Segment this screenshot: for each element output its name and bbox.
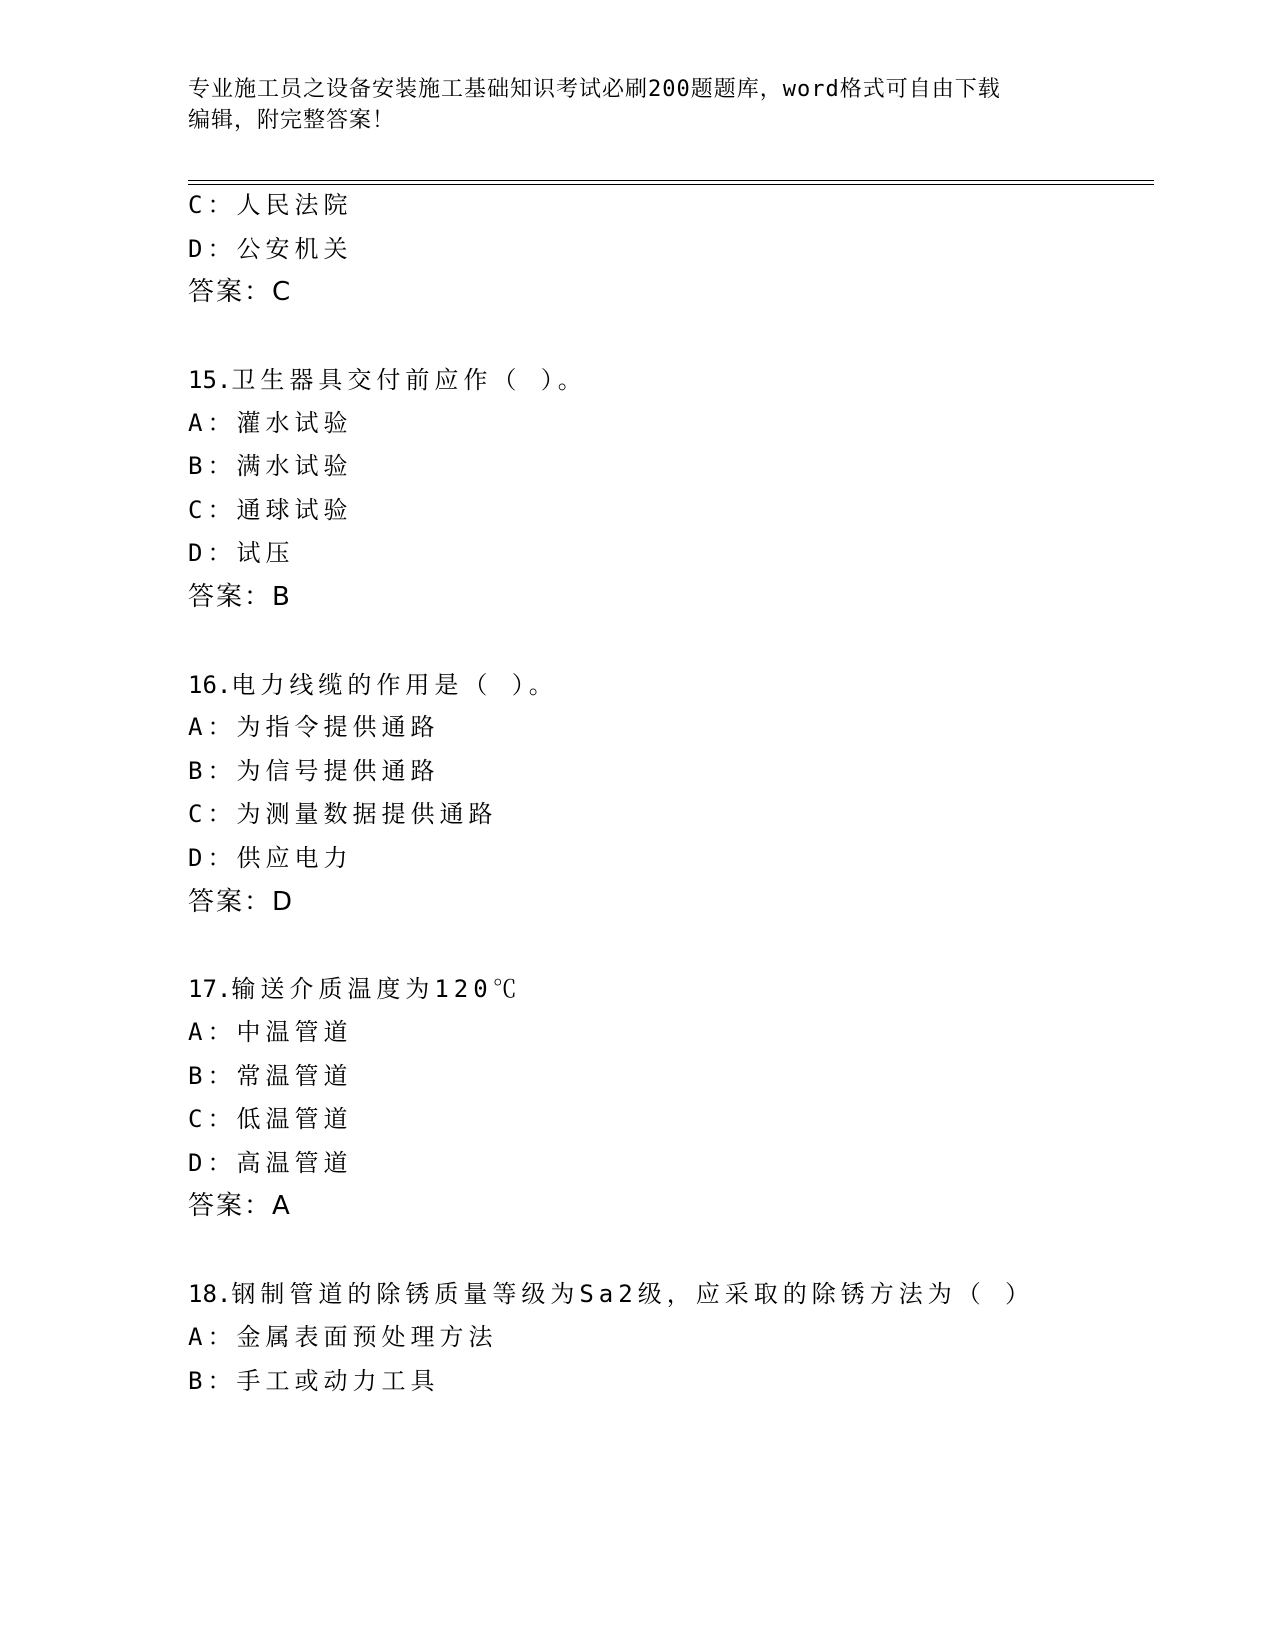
question-text: 钢制管道的除锈质量等级为Sa2级，应采取的除锈方法为（ ） <box>231 1280 1035 1308</box>
option-letter: D： <box>188 844 237 872</box>
option-c <box>188 1104 352 1134</box>
option-d <box>188 1148 352 1178</box>
question-number: 18. <box>188 1280 232 1308</box>
option-a <box>188 712 439 742</box>
option-letter: C： <box>188 496 237 524</box>
question-16-stem <box>188 670 558 700</box>
option-letter: D： <box>188 1149 237 1177</box>
option-letter: B： <box>188 452 237 480</box>
option-text: 为指令提供通路 <box>236 713 440 741</box>
question-text: 电力线缆的作用是（ ）。 <box>231 671 558 699</box>
option-text: 常温管道 <box>236 1062 353 1090</box>
header-divider-bottom <box>188 184 1154 185</box>
option-text: 为测量数据提供通路 <box>236 800 498 828</box>
option-letter: C： <box>188 800 237 828</box>
header-title-line-1: 专业施工员之设备安装施工基础知识考试必刷200题题库，word格式可自由下载 <box>188 77 1001 102</box>
header-title-line-2: 编辑，附完整答案！ <box>188 108 396 133</box>
answer-line: 答案：D <box>188 887 295 917</box>
option-text: 通球试验 <box>236 496 353 524</box>
option-b <box>188 1061 352 1091</box>
option-text: 人民法院 <box>236 191 353 219</box>
answer-line: 答案：A <box>188 1191 292 1221</box>
option-d <box>188 538 294 568</box>
option-text: 金属表面预处理方法 <box>236 1323 498 1351</box>
header-divider-top <box>188 180 1154 181</box>
option-letter: A： <box>188 1323 237 1351</box>
option-b <box>188 1366 439 1396</box>
question-number: 16. <box>188 671 232 699</box>
option-text: 低温管道 <box>236 1105 353 1133</box>
option-a <box>188 1017 352 1047</box>
question-15-stem <box>188 365 587 395</box>
answer-line: 答案：C <box>188 277 293 307</box>
question-17-stem <box>188 974 522 1004</box>
option-letter: A： <box>188 409 237 437</box>
question-text: 卫生器具交付前应作（ ）。 <box>231 366 587 394</box>
option-letter: B： <box>188 1062 237 1090</box>
option-b <box>188 451 352 481</box>
question-18-stem <box>188 1279 1034 1309</box>
option-letter: B： <box>188 757 237 785</box>
option-b <box>188 756 439 786</box>
option-text: 供应电力 <box>236 844 353 872</box>
option-text: 为信号提供通路 <box>236 757 440 785</box>
option-c <box>188 495 352 525</box>
option-text: 中温管道 <box>236 1018 353 1046</box>
option-c <box>188 190 352 220</box>
option-text: 灌水试验 <box>236 409 353 437</box>
option-letter: C： <box>188 1105 237 1133</box>
option-text: 手工或动力工具 <box>236 1367 440 1395</box>
document-header <box>188 74 1078 136</box>
question-number: 17. <box>188 975 232 1003</box>
option-text: 高温管道 <box>236 1149 353 1177</box>
option-letter: A： <box>188 713 237 741</box>
question-text: 输送介质温度为120℃ <box>231 975 522 1003</box>
option-a <box>188 1322 497 1352</box>
option-d <box>188 234 352 264</box>
option-letter: B： <box>188 1367 237 1395</box>
question-number: 15. <box>188 366 232 394</box>
option-text: 试压 <box>236 539 295 567</box>
answer-line: 答案：B <box>188 582 292 612</box>
option-text: 满水试验 <box>236 452 353 480</box>
option-a <box>188 408 352 438</box>
option-text: 公安机关 <box>236 235 353 263</box>
option-letter: D： <box>188 235 237 263</box>
option-c <box>188 799 497 829</box>
option-letter: A： <box>188 1018 237 1046</box>
option-d <box>188 843 352 873</box>
option-letter: D： <box>188 539 237 567</box>
option-letter: C： <box>188 191 237 219</box>
